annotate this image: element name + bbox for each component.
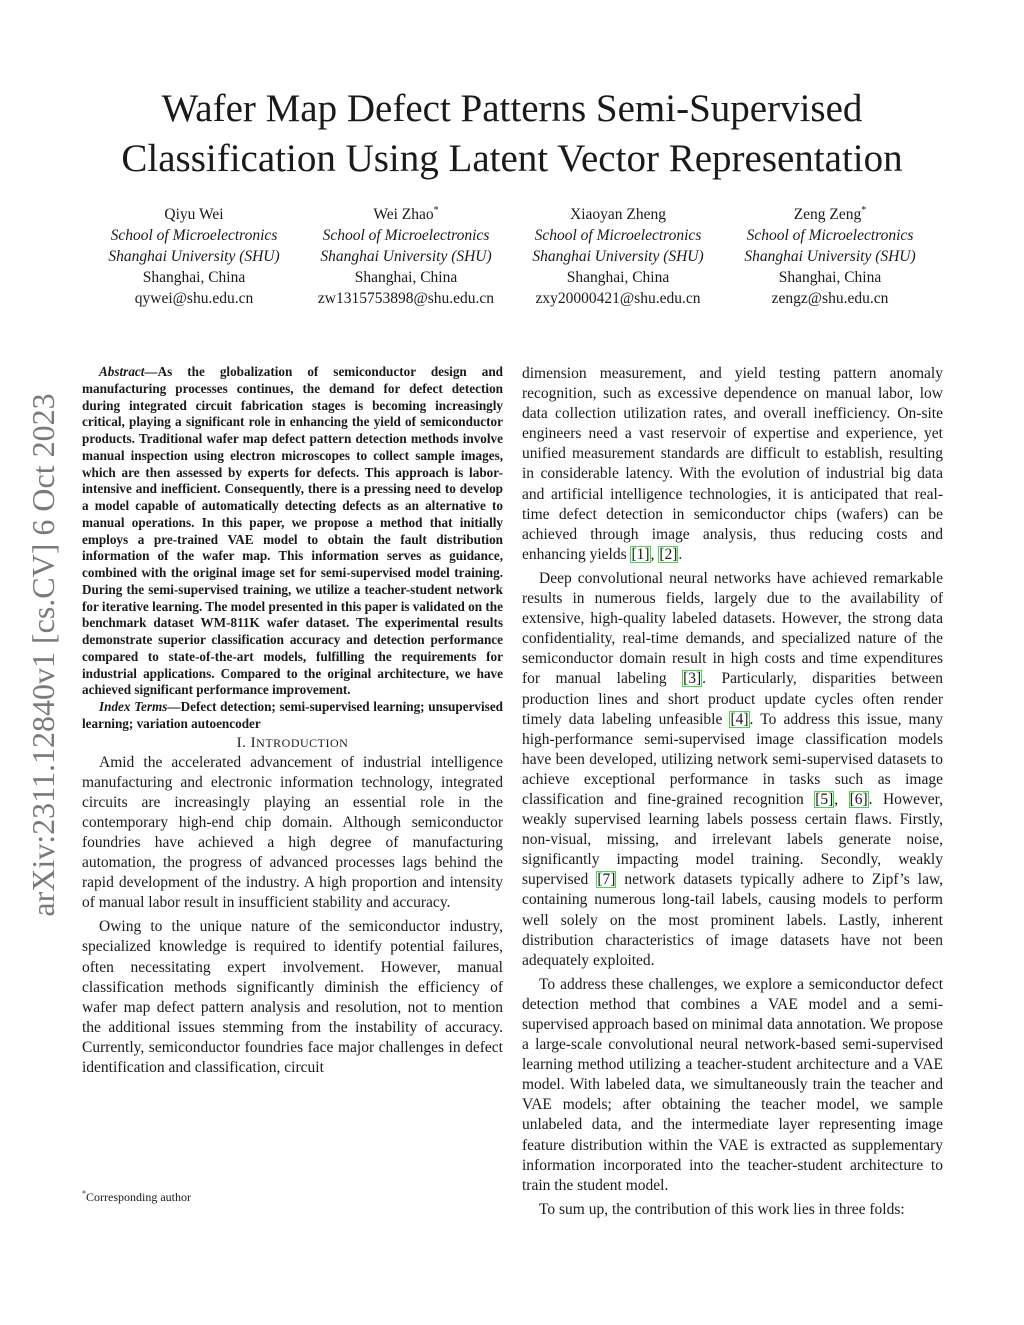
paragraph: Amid the accelerated advancement of industrial intelligence manufacturing and electronic information technology, integrated circuits are increasingly playing an essential role in the contemporary high-end chip domain. Although semiconductor foundries have achieved a high degree of manufacturing automation, the progress of advanced processes lags behind the rapid development of the industry. A high proportion and intensity of manual labor result in insufficient stability and accuracy. (82, 753, 503, 912)
author-city: Shanghai, China (778, 269, 882, 287)
author-university: Shanghai University (SHU) (532, 248, 704, 266)
index-terms (82, 699, 503, 733)
author-email: zengz@shu.edu.cn (771, 290, 889, 308)
author-block (88, 200, 936, 309)
abstract-label: Abstract— (99, 364, 158, 379)
author-university: Shanghai University (SHU) (320, 248, 492, 266)
citation-link[interactable]: [2] (659, 545, 678, 563)
author-school: School of Microelectronics (534, 227, 702, 245)
author-university: Shanghai University (SHU) (108, 248, 280, 266)
left-column (82, 364, 503, 1078)
author-email: zxy20000421@shu.edu.cn (535, 290, 701, 308)
citation-link[interactable]: [1] (631, 545, 650, 563)
arxiv-identifier: arXiv:2311.12840v1 [cs.CV] 6 Oct 2023 (25, 393, 61, 917)
author-1 (88, 200, 300, 309)
citation-link[interactable]: [7] (597, 871, 616, 889)
author-3 (512, 200, 724, 309)
author-4 (724, 200, 936, 309)
paragraph: To address these challenges, we explore a semiconductor defect detection method that combines a VAE model and a semi-supervised approach based on minimal data annotation. We propose a large-scale convolutional neural network-based semi-supervised learning method utilizing a teacher-student architecture and a VAE model. With labeled data, we simultaneously train the teacher and VAE models; after obtaining the teacher model, we sample unlabeled data, and the intermediate layer representing image feature distribution within the VAE is extracted as supplementary information incorporated into the teacher-student architecture to train the student model. (522, 975, 943, 1194)
citation-link[interactable]: [6] (849, 790, 868, 808)
author-name: Qiyu Wei (164, 206, 224, 224)
citation-link[interactable]: [4] (730, 710, 749, 728)
author-email: zw1315753898@shu.edu.cn (317, 290, 495, 308)
abstract (82, 364, 503, 699)
paragraph: Owing to the unique nature of the semiconductor industry, specialized knowledge is required to identify potential failures, often necessitating expert involvement. However, manual classification methods significantly diminish the efficiency of wafer map defect pattern analysis and resolution, not to mention the additional issues stemming from the instability of accuracy. Currently, semiconductor foundries face major challenges in defect identification and classification, circuit (82, 918, 503, 1076)
paragraph: Deep convolutional neural networks have achieved remarkable results in numerous fields, largely due to the availability of extensive, high-quality labeled datasets. However, the strong data confidentiality, real-time demands, and specialized nature of the semiconductor domain result in high costs and time expenditures for manual labeling [3]. Particularly, disparities between production lines and short product update cycles often render timely data labeling unfeasible [4]. To address this issue, many high-performance semi-supervised image classification models have been developed, utilizing network semi-supervised datasets to achieve exceptional performance in tasks such as image classification and fine-grained recognition [5], [6]. However, weakly supervised learning labels possess certain flaws. Firstly, non-visual, missing, and irrelevant labels generate noise, significantly impacting model training. Secondly, weakly supervised [7] network datasets typically adhere to Zipf’s law, containing numerous long-tail labels, causing models to perform well solely on the most prominent labels. Lastly, inherent distribution characteristics of image datasets have not been adequately exploited. (522, 569, 944, 969)
author-2 (300, 200, 512, 309)
author-email: qywei@shu.edu.cn (134, 290, 254, 308)
author-university: Shanghai University (SHU) (744, 248, 916, 266)
paragraph: To sum up, the contribution of this work lies in three folds: (539, 1200, 905, 1218)
paper-title: Wafer Map Defect Patterns Semi-Supervised Classification Using Latent Vector Representation (121, 87, 903, 180)
citation-link[interactable]: [5] (815, 790, 834, 808)
paragraph: dimension measurement, and yield testing pattern anomaly recognition, such as excessive dependence on manual labor, low data collection utilization rates, and overall inefficiency. On-site engineers need a vast reservoir of expertise and experience, yet unified measurement standards are difficult to establish, resulting in considerable latency. With the evolution of industrial big data and artificial intelligence technologies, it is anticipated that real-time defect detection in semiconductor chips (wafers) can be achieved through image analysis, thus reducing costs and enhancing yields [1], [2]. (522, 365, 943, 563)
citation-link[interactable]: [3] (683, 670, 702, 688)
section-heading: I. INTRODUCTION (236, 734, 349, 751)
author-school: School of Microelectronics (746, 227, 914, 245)
author-city: Shanghai, China (142, 269, 246, 287)
author-name: Xiaoyan Zheng (570, 206, 666, 224)
author-name: Zeng Zeng* (793, 205, 867, 224)
author-name: Wei Zhao* (373, 205, 439, 224)
author-city: Shanghai, China (354, 269, 458, 287)
author-city: Shanghai, China (566, 269, 670, 287)
author-school: School of Microelectronics (110, 227, 278, 245)
index-terms-label: Index Terms (99, 699, 168, 714)
author-school: School of Microelectronics (322, 227, 490, 245)
abstract-text: As the globalization of semiconductor design and manufacturing processes continues, the demand for defect detection during integrated circuit fabrication stages is becoming increasingly critical, playing a significant role in enhancing the yield of semiconductor products. Traditional wafer map defect pattern detection methods involve manual inspection using electron microscopes to collect sample images, which are then assessed by experts for defects. This approach is labor-intensive and inefficient. Consequently, there is a pressing need to develop a model capable of automatically detecting defects as an alternative to manual operations. In this paper, we propose a method that initially employs a pre-trained VAE model to obtain the fault distribution information of the wafer map. This information serves as guidance, combined with the original image set for semi-supervised model training. During the semi-supervised training, we utilize a teacher-student network for iterative learning. The model presented in this paper is validated on the benchmark dataset WM-811K wafer dataset. The experimental results demonstrate superior classification accuracy and detection performance compared to state-of-the-art models, fulfilling the requirements for industrial applications. Compared to the original architecture, we have achieved significant performance improvement. (82, 364, 503, 698)
footnote: *Corresponding author (82, 1189, 191, 1204)
right-column (522, 364, 943, 1220)
index-terms-text: —Defect detection; semi-supervised learning; unsupervised learning; variation autoencoder (82, 699, 504, 731)
